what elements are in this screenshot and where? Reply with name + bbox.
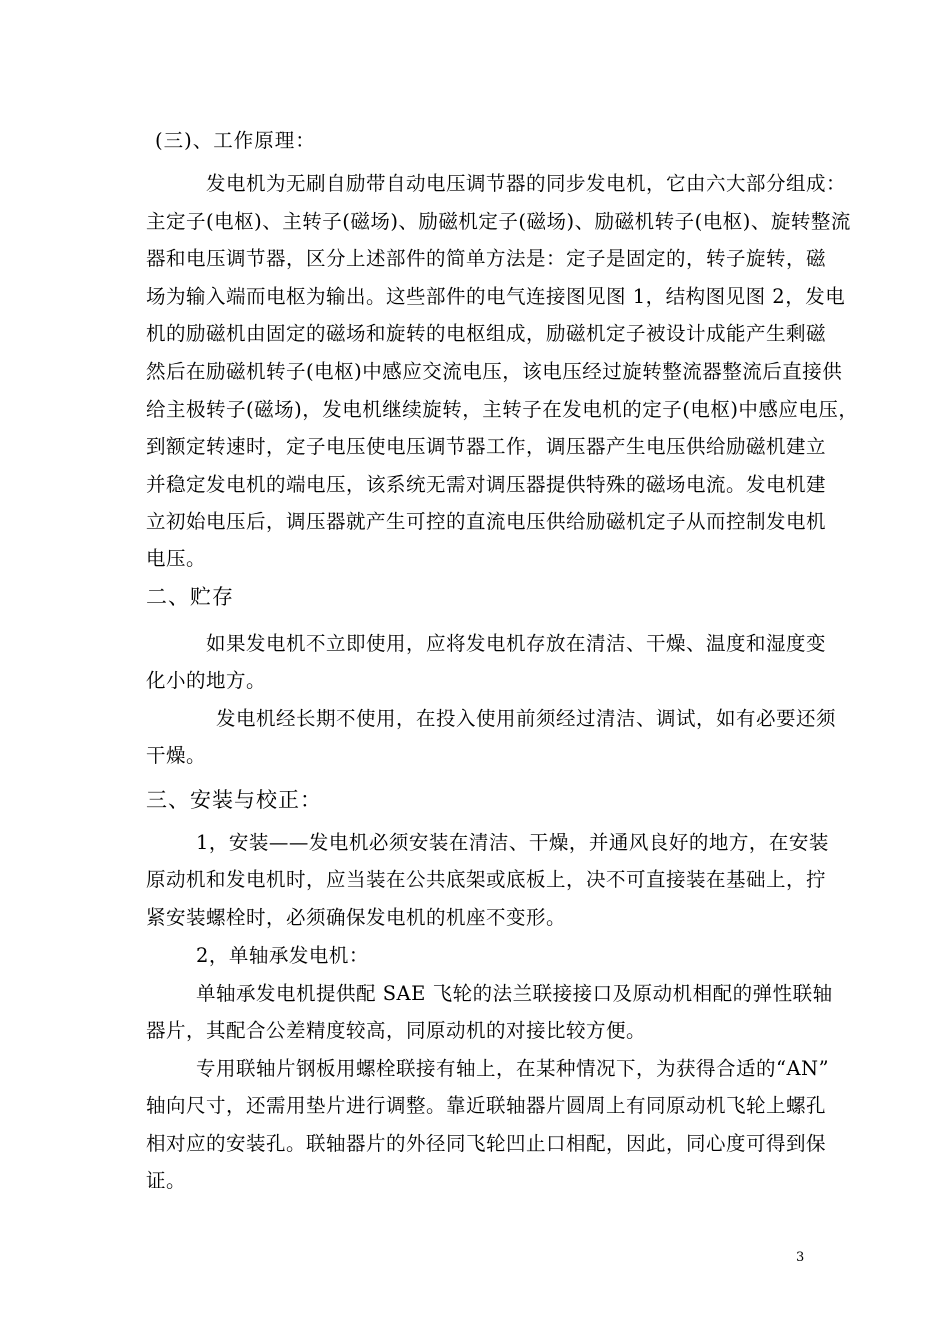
- paragraph-line: 发电机为无刷自励带自动电压调节器的同步发电机，它由六大部分组成：: [206, 172, 847, 195]
- section-heading-installation: 三、安装与校正：: [146, 788, 322, 812]
- paragraph-line: 场为输入端而电枢为输出。这些部件的电气连接图见图 1，结构图见图 2，发电: [146, 285, 846, 308]
- paragraph-line: 单轴承发电机提供配 SAE 飞轮的法兰联接接口及原动机相配的弹性联轴: [196, 982, 833, 1005]
- paragraph-line: 干燥。: [146, 744, 207, 767]
- paragraph-line: 专用联轴片钢板用螺栓联接有轴上，在某种情况下，为获得合适的“AN”: [196, 1057, 830, 1080]
- paragraph-line: 到额定转速时，定子电压使电压调节器工作，调压器产生电压供给励磁机建立: [146, 435, 827, 458]
- paragraph-line: 立初始电压后，调压器就产生可控的直流电压供给励磁机定子从而控制发电机: [146, 510, 827, 533]
- subheading-single-bearing: 2，单轴承发电机：: [196, 944, 369, 967]
- paragraph-line: 给主极转子(磁场)，发电机继续旋转，主转子在发电机的定子(电枢)中感应电压，: [146, 398, 859, 421]
- paragraph-line: 紧安装螺栓时，必须确保发电机的机座不变形。: [146, 906, 567, 929]
- paragraph-line: 原动机和发电机时，应当装在公共底架或底板上，决不可直接装在基础上，拧: [146, 868, 827, 891]
- paragraph-line: 电压。: [146, 547, 207, 570]
- paragraph-line: 证。: [146, 1169, 187, 1192]
- paragraph-line: 然后在励磁机转子(电枢)中感应交流电压，该电压经过旋转整流器整流后直接供: [146, 360, 843, 383]
- paragraph-line: 并稳定发电机的端电压，该系统无需对调压器提供特殊的磁场电流。发电机建: [146, 473, 827, 496]
- paragraph-line: 主定子(电枢)、主转子(磁场)、励磁机定子(磁场)、励磁机转子(电枢)、旋转整流: [146, 210, 851, 233]
- section-heading-storage: 二、贮存: [146, 585, 234, 609]
- paragraph-line: 机的励磁机由固定的磁场和旋转的电枢组成，励磁机定子被设计成能产生剩磁: [146, 322, 827, 345]
- paragraph-line: 化小的地方。: [146, 669, 267, 692]
- paragraph-line: 器和电压调节器，区分上述部件的简单方法是：定子是固定的，转子旋转，磁: [146, 247, 827, 270]
- paragraph-line: 器片，其配合公差精度较高，同原动机的对接比较方便。: [146, 1019, 647, 1042]
- paragraph-line: 发电机经长期不使用，在投入使用前须经过清洁、调试，如有必要还须: [216, 707, 837, 730]
- paragraph-line: 1，安装——发电机必须安装在清洁、干燥，并通风良好的地方，在安装: [196, 831, 829, 854]
- section-heading-work-principle: (三)、工作原理：: [155, 129, 316, 152]
- paragraph-line: 轴向尺寸，还需用垫片进行调整。靠近联轴器片圆周上有同原动机飞轮上螺孔: [146, 1094, 827, 1117]
- page-number: 3: [796, 1250, 805, 1265]
- paragraph-line: 如果发电机不立即使用，应将发电机存放在清洁、干燥、温度和湿度变: [206, 632, 827, 655]
- paragraph-line: 相对应的安装孔。联轴器片的外径同飞轮凹止口相配，因此，同心度可得到保: [146, 1132, 827, 1155]
